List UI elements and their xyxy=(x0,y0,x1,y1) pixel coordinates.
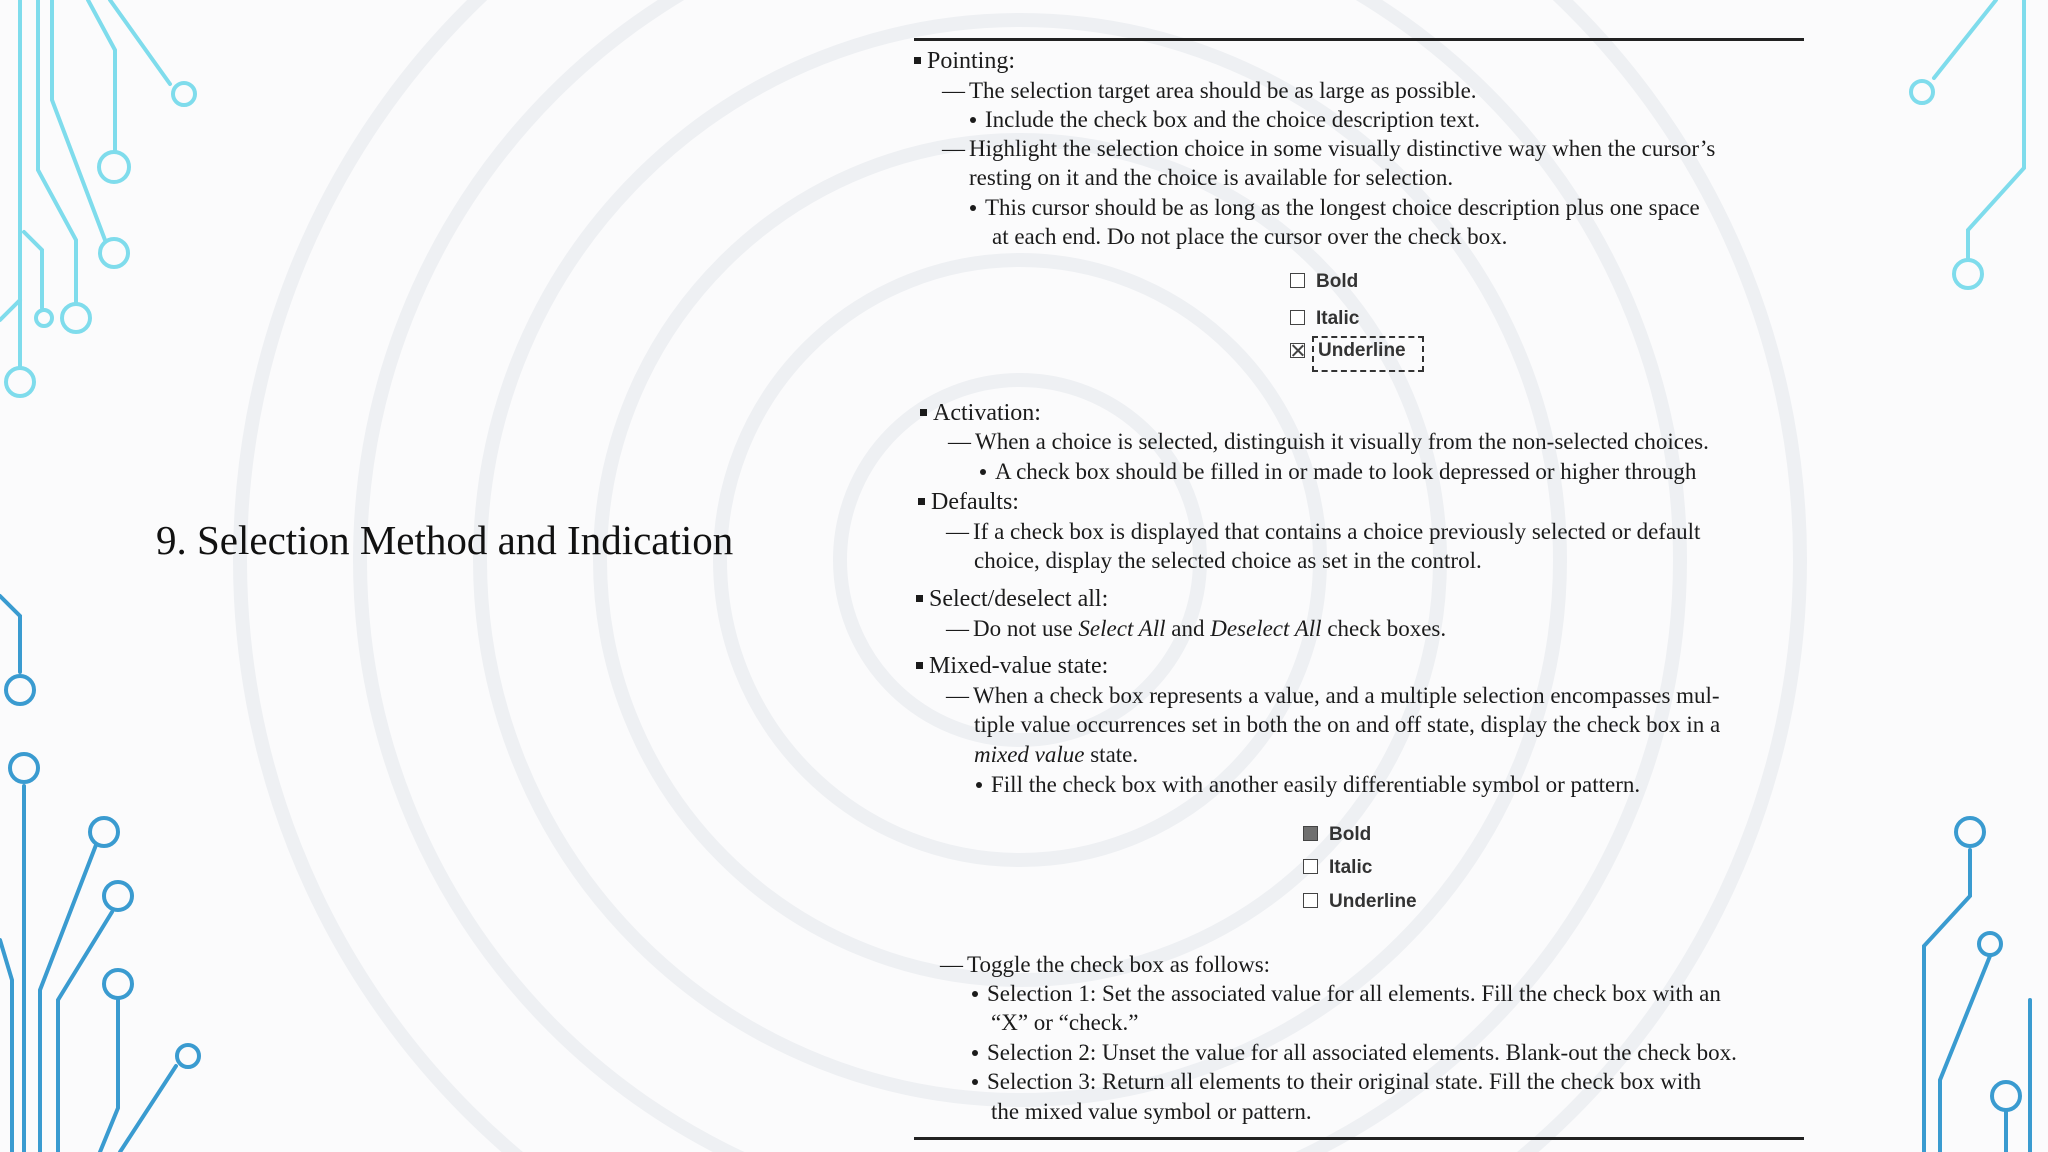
defaults-heading: Defaults: xyxy=(918,489,1019,515)
bullet-icon xyxy=(976,782,982,788)
checkbox-italic-unchecked xyxy=(1290,310,1305,325)
checkbox-bold-unchecked xyxy=(1290,273,1305,288)
checkbox-label-italic: Italic xyxy=(1316,308,1360,329)
pointing-heading: Pointing: xyxy=(914,48,1015,74)
content-panel xyxy=(914,38,1812,1142)
activation-bullet-1: A check box should be filled in or made to look depressed or higher through xyxy=(980,459,1696,485)
activation-dash-1: — When a choice is selected, distinguish it visually from the non-selected choices. xyxy=(948,429,1709,454)
checkbox-underline-unchecked xyxy=(1303,893,1318,908)
pointing-bullet-2-cont: at each end. Do not place the cursor over the check box. xyxy=(992,224,1508,249)
top-rule xyxy=(914,38,1804,41)
bullet-icon xyxy=(972,1079,978,1085)
toggle-bullet-3: Selection 3: Return all elements to their original state. Fill the check box with xyxy=(972,1069,1701,1095)
checkbox-label-underline: Underline xyxy=(1329,891,1417,912)
checkbox-underline-crossed xyxy=(1290,343,1305,358)
defaults-dash-1-cont: choice, display the selected choice as set in the control. xyxy=(974,548,1482,573)
square-bullet-icon xyxy=(920,409,927,416)
checkbox-label-bold: Bold xyxy=(1316,271,1359,292)
pointing-bullet-2: This cursor should be as long as the longest choice description plus one space xyxy=(970,195,1700,221)
toggle-bullet-1: Selection 1: Set the associated value for all elements. Fill the check box with an xyxy=(972,981,1721,1007)
checkbox-italic-unchecked xyxy=(1303,859,1318,874)
pointing-dash-1: — The selection target area should be as large as possible. xyxy=(942,78,1477,103)
bullet-icon xyxy=(980,469,986,475)
bullet-icon xyxy=(970,205,976,211)
checkbox-bold-mixed xyxy=(1303,826,1318,841)
checkbox-label-italic: Italic xyxy=(1329,857,1373,878)
square-bullet-icon xyxy=(914,57,921,64)
square-bullet-icon xyxy=(916,662,923,669)
slide-title: 9. Selection Method and Indication xyxy=(156,517,734,563)
pointing-dash-2-cont: resting on it and the choice is available for selection. xyxy=(969,165,1454,190)
checkbox-label-bold: Bold xyxy=(1329,824,1372,845)
checkbox-label-underline: Underline xyxy=(1318,340,1406,361)
toggle-bullet-3-cont: the mixed value symbol or pattern. xyxy=(991,1099,1312,1124)
bullet-icon xyxy=(972,1050,978,1056)
bottom-rule xyxy=(914,1137,1804,1140)
defaults-dash-1: — If a check box is displayed that contains a choice previously selected or default xyxy=(946,519,1701,544)
square-bullet-icon xyxy=(916,595,923,602)
toggle-bullet-1-cont: “X” or “check.” xyxy=(991,1010,1139,1035)
select-all-heading: Select/deselect all: xyxy=(916,586,1108,612)
mixed-bullet-1: Fill the check box with another easily differentiable symbol or pattern. xyxy=(976,772,1640,798)
mixed-dash-1-cont: tiple value occurrences set in both the on and off state, display the check box in a xyxy=(974,712,1721,737)
toggle-bullet-2: Selection 2: Unset the value for all associated elements. Blank-out the check box. xyxy=(972,1040,1737,1066)
mixed-dash-1-cont-2: mixed value state. xyxy=(974,742,1139,767)
select-all-dash-1: — Do not use Select All and Deselect All check boxes. xyxy=(946,616,1447,641)
square-bullet-icon xyxy=(918,498,925,505)
bullet-icon xyxy=(972,991,978,997)
activation-heading: Activation: xyxy=(920,400,1041,426)
pointing-bullet-1: Include the check box and the choice description text. xyxy=(970,107,1480,133)
mixed-heading: Mixed-value state: xyxy=(916,653,1108,679)
bullet-icon xyxy=(970,117,976,123)
pointing-dash-2: — Highlight the selection choice in some visually distinctive way when the cursor’s xyxy=(942,136,1716,161)
toggle-dash-1: — Toggle the check box as follows: xyxy=(940,952,1271,977)
mixed-dash-1: — When a check box represents a value, and a multiple selection encompasses mul- xyxy=(946,683,1720,708)
